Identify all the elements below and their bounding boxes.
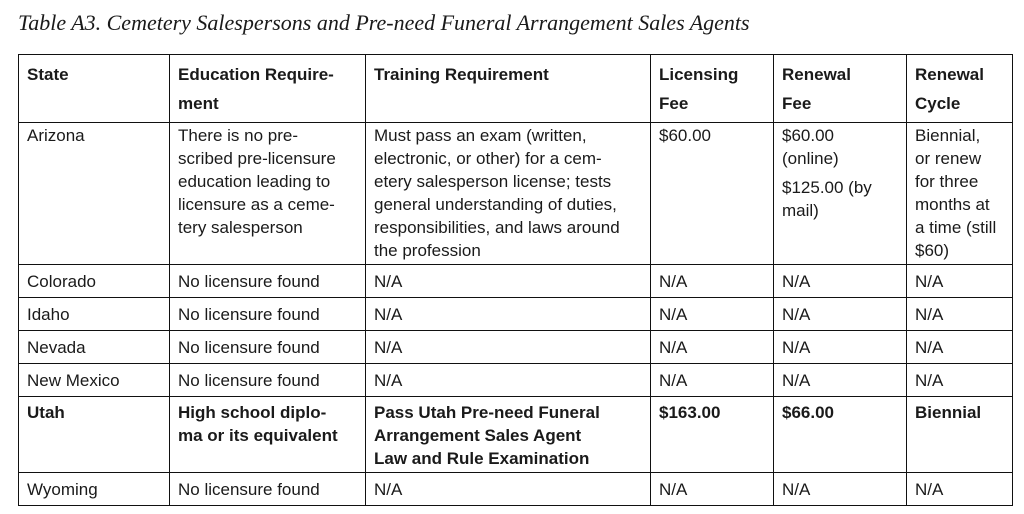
header-licensing-fee	[651, 55, 774, 123]
cell-education: No licensure found	[170, 298, 366, 331]
cell-training: N/A	[366, 364, 651, 397]
cell-state: Idaho	[19, 298, 170, 331]
cell-renewal-cycle: N/A	[907, 298, 1013, 331]
table-row	[19, 473, 1013, 506]
header-licensing-line: Licensing	[659, 65, 739, 84]
table-row	[19, 123, 1013, 265]
cell-licensing-fee: N/A	[651, 331, 774, 364]
cell-renewal-cycle: N/A	[907, 364, 1013, 397]
cell-licensing-fee: N/A	[651, 364, 774, 397]
cell-renewal-fee: $66.00	[774, 397, 907, 473]
header-licensing-line: Fee	[659, 94, 689, 113]
cell-renewal-cycle: N/A	[907, 265, 1013, 298]
header-education-line: Education Require-	[178, 65, 334, 84]
header-renewal-fee-line: Fee	[782, 94, 812, 113]
header-education-line: ment	[178, 94, 219, 113]
cell-renewal-cycle: N/A	[907, 331, 1013, 364]
cell-state: Arizona	[19, 123, 170, 265]
header-row	[19, 55, 1013, 123]
cell-state: Utah	[19, 397, 170, 473]
header-renewal-cycle	[907, 55, 1013, 123]
cell-renewal-cycle: Biennial, or renew for three months at a time (still $60)	[907, 123, 1013, 265]
cell-renewal-fee: $60.00 (online) $125.00 (by mail)	[774, 123, 907, 265]
cell-education: No licensure found	[170, 265, 366, 298]
header-renewal-fee-line: Renewal	[782, 65, 851, 84]
cell-education: No licensure found	[170, 331, 366, 364]
cell-training: N/A	[366, 265, 651, 298]
cell-state: Wyoming	[19, 473, 170, 506]
table-row	[19, 364, 1013, 397]
cell-licensing-fee: N/A	[651, 265, 774, 298]
cell-licensing-fee: $60.00	[651, 123, 774, 265]
cell-training: Pass Utah Pre-need Funeral Arrangement Sales Agent Law and Rule Examination	[366, 397, 651, 473]
header-renewal-cycle-line: Renewal	[915, 65, 984, 84]
header-renewal-cycle-line: Cycle	[915, 94, 961, 113]
cell-renewal-cycle: N/A	[907, 473, 1013, 506]
licensing-table	[18, 54, 1013, 506]
cell-education: No licensure found	[170, 364, 366, 397]
cell-renewal-cycle: Biennial	[907, 397, 1013, 473]
cell-training: Must pass an exam (written, electronic, or other) for a cem- etery salesperson license; tests general understanding of duties, responsibilities, and laws around the profession	[366, 123, 651, 265]
cell-renewal-fee: N/A	[774, 364, 907, 397]
table-row	[19, 397, 1013, 473]
cell-education: No licensure found	[170, 473, 366, 506]
cell-training: N/A	[366, 298, 651, 331]
header-renewal-fee	[774, 55, 907, 123]
header-state: State	[19, 55, 170, 123]
cell-licensing-fee: $163.00	[651, 397, 774, 473]
cell-training: N/A	[366, 331, 651, 364]
cell-licensing-fee: N/A	[651, 298, 774, 331]
cell-state: Colorado	[19, 265, 170, 298]
cell-renewal-fee: N/A	[774, 298, 907, 331]
cell-state: Nevada	[19, 331, 170, 364]
header-education	[170, 55, 366, 123]
cell-renewal-fee: N/A	[774, 473, 907, 506]
cell-renewal-fee: N/A	[774, 331, 907, 364]
header-training: Training Requirement	[366, 55, 651, 123]
cell-renewal-fee: N/A	[774, 265, 907, 298]
table-row	[19, 265, 1013, 298]
cell-education: High school diplo- ma or its equivalent	[170, 397, 366, 473]
cell-training: N/A	[366, 473, 651, 506]
cell-state: New Mexico	[19, 364, 170, 397]
table-row	[19, 298, 1013, 331]
table-row	[19, 331, 1013, 364]
table-caption: Table A3. Cemetery Salespersons and Pre-need Funeral Arrangement Sales Agents	[18, 10, 750, 35]
cell-licensing-fee: N/A	[651, 473, 774, 506]
cell-education: There is no pre- scribed pre-licensure education leading to licensure as a ceme- tery salesperson	[170, 123, 366, 265]
